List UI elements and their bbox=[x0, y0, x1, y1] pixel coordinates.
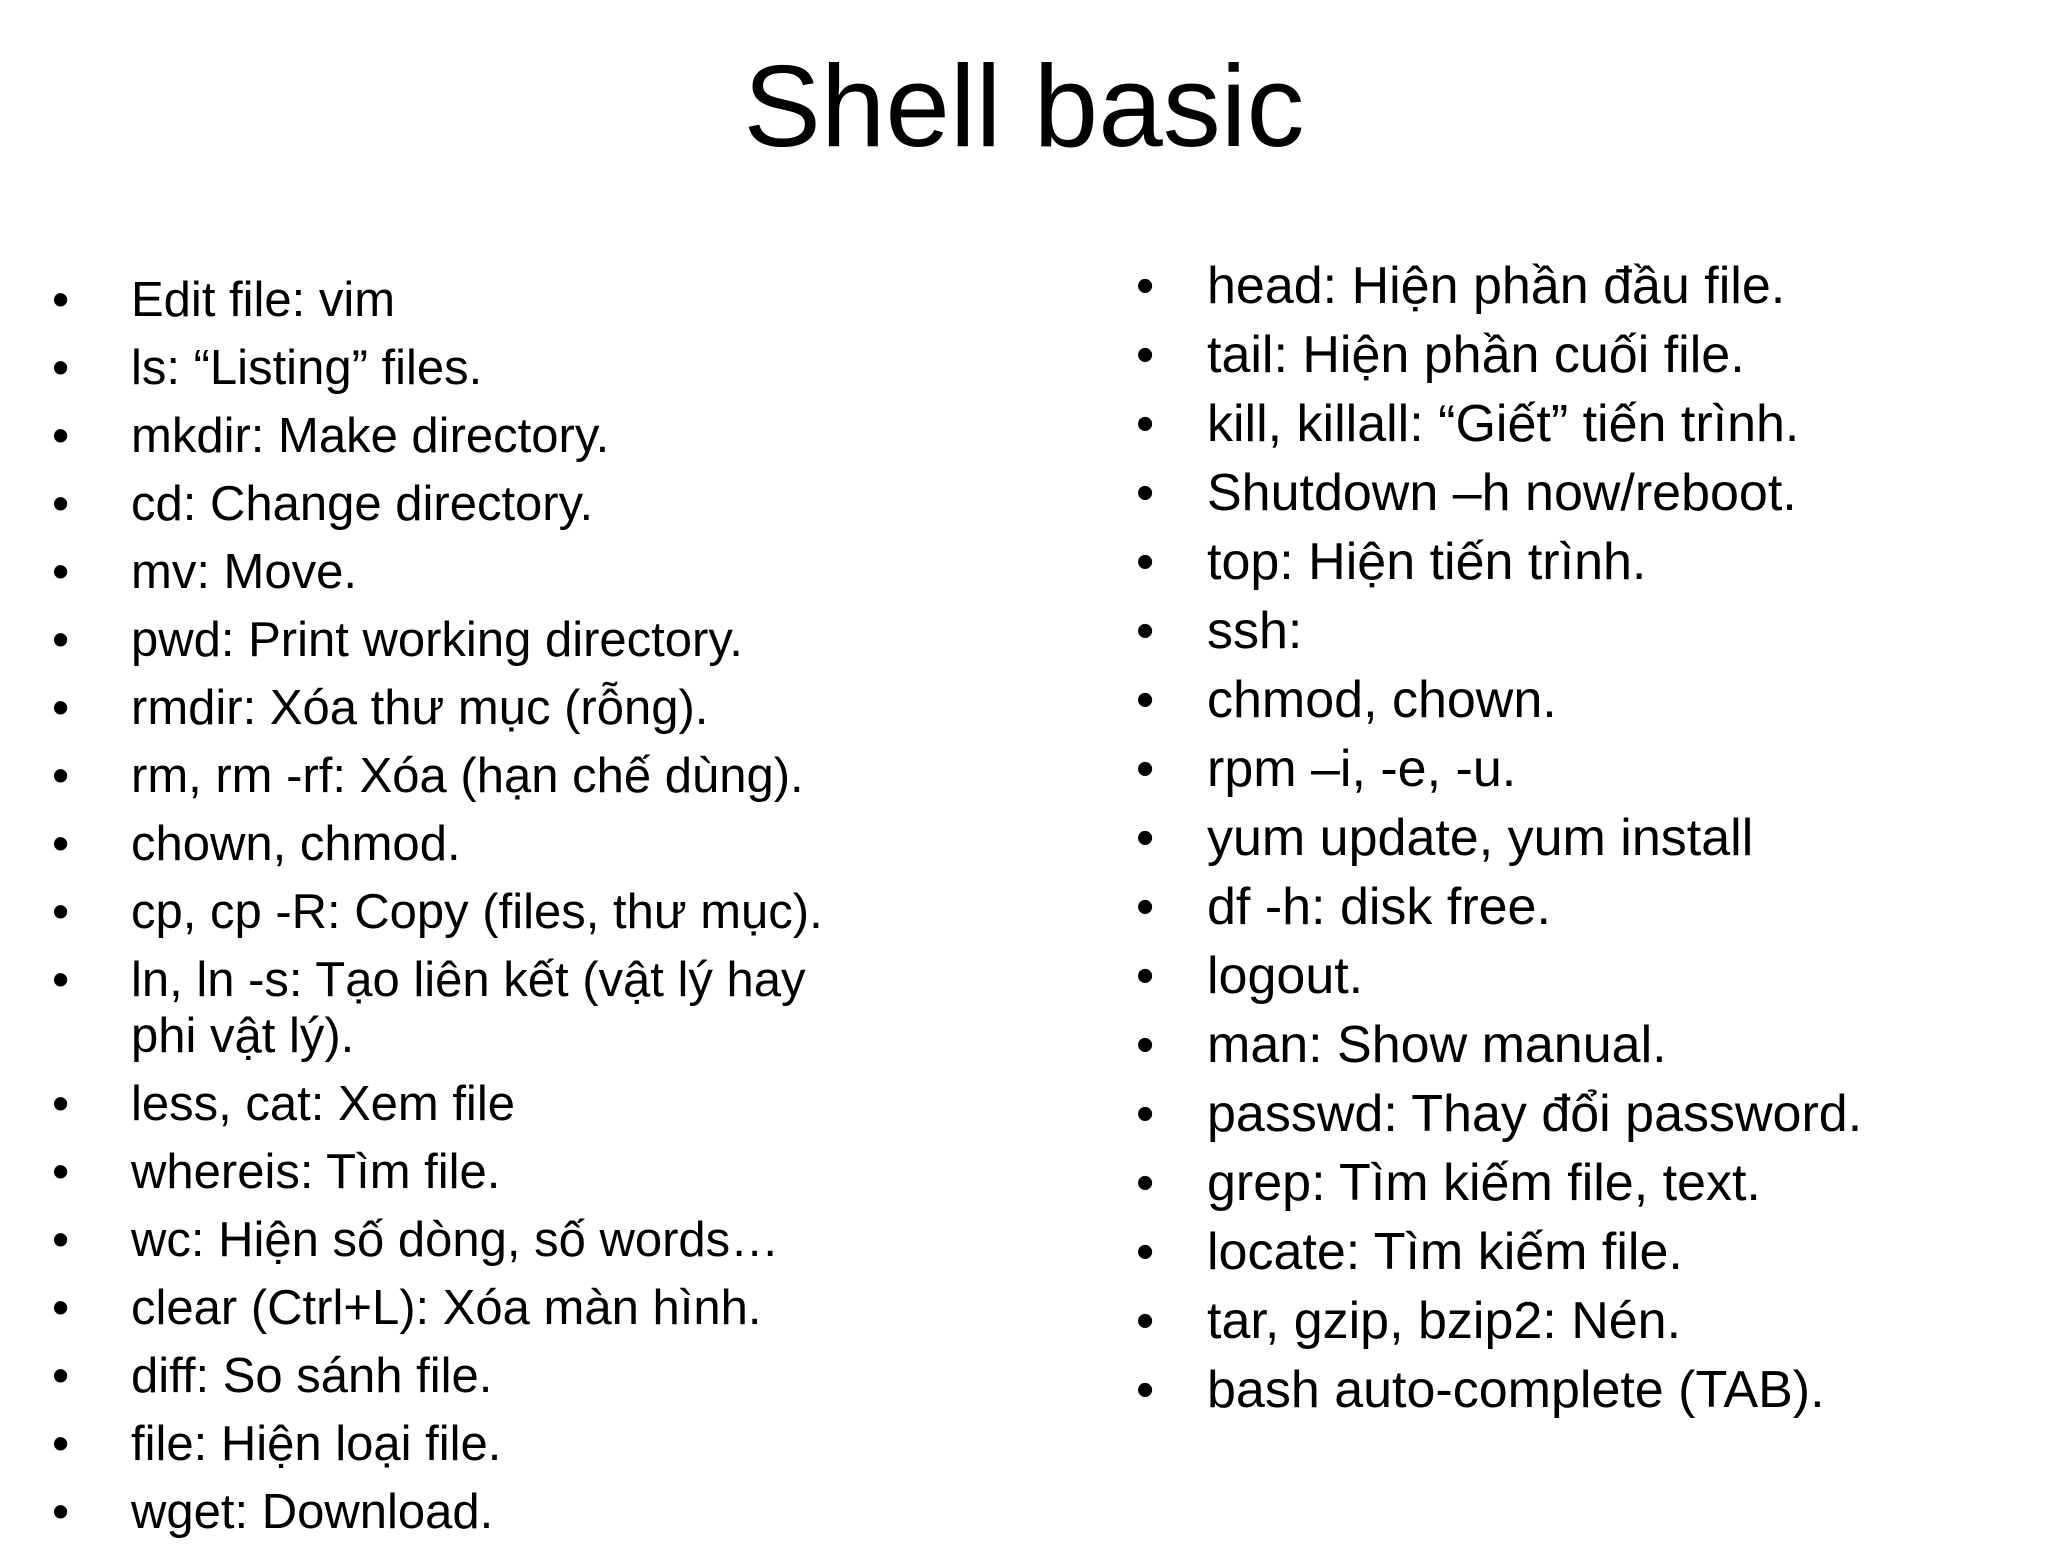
list-item-text: mv: Move. bbox=[131, 545, 357, 599]
bullet-icon: • bbox=[1136, 326, 1155, 384]
list-item-text: mkdir: Make directory. bbox=[131, 409, 610, 463]
slide-title: Shell basic bbox=[743, 41, 1305, 171]
bullet-icon: • bbox=[52, 1485, 70, 1539]
list-item-text: chown, chmod. bbox=[131, 817, 461, 871]
list-item-text: diff: So sánh file. bbox=[131, 1349, 493, 1403]
list-item-text: top: Hiện tiến trình. bbox=[1207, 533, 1647, 591]
list-item-text: tar, gzip, bzip2: Nén. bbox=[1207, 1292, 1682, 1350]
bullet-icon: • bbox=[1136, 464, 1155, 522]
list-item bbox=[1120, 739, 2020, 799]
list-item bbox=[44, 476, 884, 532]
bullet-icon: • bbox=[52, 681, 70, 735]
list-item bbox=[1120, 532, 2020, 592]
list-item-text: ln, ln -s: Tạo liên kết (vật lý hay phi vật lý). bbox=[131, 953, 806, 1063]
left-bullet-list bbox=[44, 272, 884, 1552]
bullet-icon: • bbox=[1136, 1085, 1155, 1143]
list-item bbox=[1120, 1291, 2020, 1351]
bullet-icon: • bbox=[52, 1417, 70, 1471]
list-item bbox=[1120, 256, 2020, 316]
list-item bbox=[1120, 463, 2020, 523]
list-item bbox=[44, 612, 884, 668]
bullet-icon: • bbox=[52, 613, 70, 667]
list-item-text: pwd: Print working directory. bbox=[131, 613, 743, 667]
list-item bbox=[44, 544, 884, 600]
list-item bbox=[44, 884, 884, 940]
list-item-text: whereis: Tìm file. bbox=[131, 1145, 501, 1199]
bullet-icon: • bbox=[1136, 1154, 1155, 1212]
list-item bbox=[44, 1280, 884, 1336]
list-item-text: passwd: Thay đổi password. bbox=[1207, 1085, 1863, 1143]
list-item bbox=[44, 1484, 884, 1540]
bullet-icon: • bbox=[1136, 533, 1155, 591]
bullet-icon: • bbox=[52, 1077, 70, 1131]
list-item bbox=[1120, 1360, 2020, 1420]
bullet-icon: • bbox=[52, 1145, 70, 1199]
bullet-icon: • bbox=[1136, 1361, 1155, 1419]
bullet-icon: • bbox=[1136, 395, 1155, 453]
bullet-icon: • bbox=[52, 273, 70, 327]
list-item bbox=[44, 680, 884, 736]
list-item bbox=[44, 1076, 884, 1132]
list-item-text: wget: Download. bbox=[131, 1485, 494, 1539]
list-item-text: clear (Ctrl+L): Xóa màn hình. bbox=[131, 1281, 762, 1335]
list-item-text: bash auto-complete (TAB). bbox=[1207, 1361, 1825, 1419]
list-item bbox=[1120, 1153, 2020, 1213]
bullet-icon: • bbox=[1136, 671, 1155, 729]
list-item-text: yum update, yum install bbox=[1207, 809, 1754, 867]
bullet-icon: • bbox=[1136, 740, 1155, 798]
list-item bbox=[1120, 601, 2020, 661]
list-item-text: Shutdown –h now/reboot. bbox=[1207, 464, 1797, 522]
bullet-icon: • bbox=[1136, 1223, 1155, 1281]
bullet-icon: • bbox=[52, 1349, 70, 1403]
list-item bbox=[44, 1416, 884, 1472]
bullet-icon: • bbox=[52, 477, 70, 531]
bullet-icon: • bbox=[1136, 947, 1155, 1005]
list-item-text: head: Hiện phần đầu file. bbox=[1207, 257, 1786, 315]
list-item-text: df -h: disk free. bbox=[1207, 878, 1551, 936]
list-item-text: man: Show manual. bbox=[1207, 1016, 1667, 1074]
list-item bbox=[44, 1212, 884, 1268]
list-item-text: locate: Tìm kiếm file. bbox=[1207, 1223, 1683, 1281]
bullet-icon: • bbox=[52, 885, 70, 939]
list-item-text: rm, rm -rf: Xóa (hạn chế dùng). bbox=[131, 749, 804, 803]
list-item-text: Edit file: vim bbox=[131, 273, 396, 327]
bullet-icon: • bbox=[1136, 257, 1155, 315]
list-item bbox=[44, 748, 884, 804]
list-item-text: cp, cp -R: Copy (files, thư mục). bbox=[131, 885, 823, 939]
list-item-text: tail: Hiện phần cuối file. bbox=[1207, 326, 1745, 384]
list-item bbox=[1120, 946, 2020, 1006]
list-item-text: chmod, chown. bbox=[1207, 671, 1557, 729]
bullet-icon: • bbox=[1136, 602, 1155, 660]
list-item-text: ls: “Listing” files. bbox=[131, 341, 483, 395]
list-item bbox=[44, 952, 884, 1064]
list-item-text: logout. bbox=[1207, 947, 1364, 1005]
list-item bbox=[1120, 1222, 2020, 1282]
list-item bbox=[1120, 1015, 2020, 1075]
list-item-text: wc: Hiện số dòng, số words… bbox=[131, 1213, 780, 1267]
bullet-icon: • bbox=[1136, 1016, 1155, 1074]
bullet-icon: • bbox=[52, 1213, 70, 1267]
list-item bbox=[44, 340, 884, 396]
list-item-text: rpm –i, -e, -u. bbox=[1207, 740, 1517, 798]
list-item-text: rmdir: Xóa thư mục (rỗng). bbox=[131, 681, 709, 735]
list-item-text: grep: Tìm kiếm file, text. bbox=[1207, 1154, 1761, 1212]
bullet-icon: • bbox=[52, 545, 70, 599]
list-item bbox=[1120, 808, 2020, 868]
bullet-icon: • bbox=[52, 953, 70, 1007]
list-item bbox=[1120, 670, 2020, 730]
list-item bbox=[44, 272, 884, 328]
bullet-icon: • bbox=[1136, 809, 1155, 867]
bullet-icon: • bbox=[1136, 878, 1155, 936]
list-item bbox=[1120, 877, 2020, 937]
list-item bbox=[1120, 1084, 2020, 1144]
bullet-icon: • bbox=[52, 341, 70, 395]
list-item-text: cd: Change directory. bbox=[131, 477, 594, 531]
right-bullet-list bbox=[1120, 256, 2020, 1429]
bullet-icon: • bbox=[52, 749, 70, 803]
bullet-icon: • bbox=[52, 817, 70, 871]
list-item bbox=[44, 408, 884, 464]
list-item bbox=[1120, 325, 2020, 385]
list-item bbox=[1120, 394, 2020, 454]
bullet-icon: • bbox=[1136, 1292, 1155, 1350]
list-item-text: kill, killall: “Giết” tiến trình. bbox=[1207, 395, 1800, 453]
list-item bbox=[44, 816, 884, 872]
bullet-icon: • bbox=[52, 409, 70, 463]
bullet-icon: • bbox=[52, 1281, 70, 1335]
list-item-text: less, cat: Xem file bbox=[131, 1077, 515, 1131]
list-item-text: file: Hiện loại file. bbox=[131, 1417, 502, 1471]
list-item bbox=[44, 1348, 884, 1404]
list-item bbox=[44, 1144, 884, 1200]
list-item-text: ssh: bbox=[1207, 602, 1303, 660]
